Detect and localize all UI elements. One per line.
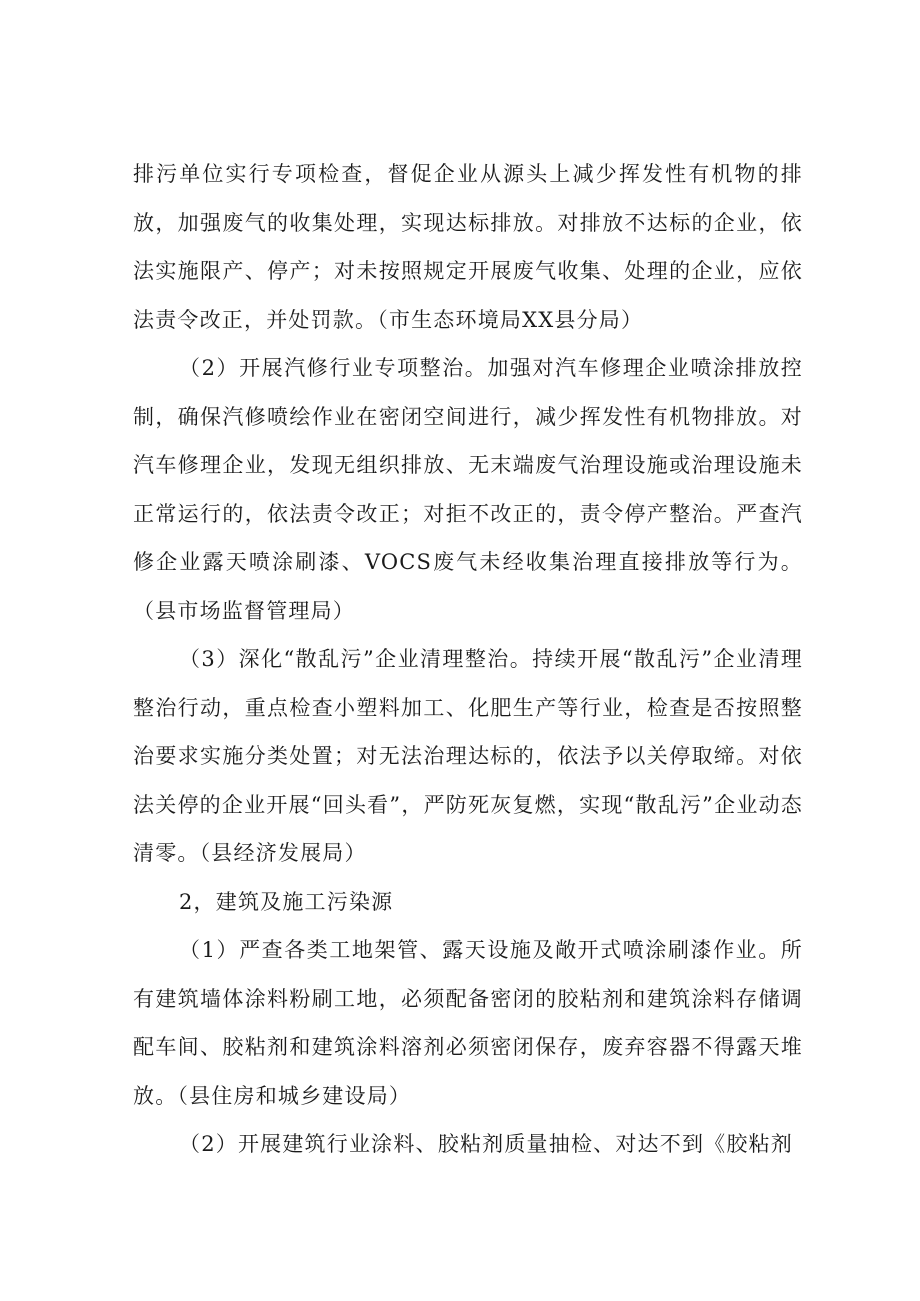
document-body	[133, 150, 803, 1169]
paragraph-item-construction-sites: （1）严查各类工地架管、露天设施及敞开式喷涂刷漆作业。所有建筑墙体涂料粉刷工地，必须配备密闭的胶粘剂和建筑涂料存储调配车间、胶粘剂和建筑涂料溶剂必须密闭保存，废弃容器不得露天堆放。（县住房和城乡建设局）	[133, 938, 803, 1108]
paragraph-item-auto-repair: （2）开展汽修行业专项整治。加强对汽车修理企业喷涂排放控制，确保汽修喷绘作业在密闭空间进行，减少挥发性有机物排放。对汽车修理企业，发现无组织排放、无末端废气治理设施或治理设施未正常运行的，依法责令改正；对拒不改正的，责令停产整治。严查汽修企业露天喷涂刷漆、VOCS废气未经收集治理直接排放等行为。（县市场监督管理局）	[133, 356, 803, 623]
section-heading-construction: 2，建筑及施工污染源	[179, 889, 394, 914]
paragraph-continuation: 排污单位实行专项检查，督促企业从源头上减少挥发性有机物的排放，加强废气的收集处理，实现达标排放。对排放不达标的企业，依法实施限产、停产；对未按照规定开展废气收集、处理的企业，应依法责令改正，并处罚款。（市生态环境局XX县分局）	[133, 162, 803, 332]
paragraph-item-scattered-polluting-enterprises: （3）深化“散乱污”企业清理整治。持续开展“散乱污”企业清理整治行动，重点检查小塑料加工、化肥生产等行业，检查是否按照整治要求实施分类处置；对无法治理达标的，依法予以关停取缔。对依法关停的企业开展“回头看”，严防死灰复燃，实现“散乱污”企业动态清零。（县经济发展局）	[133, 647, 803, 865]
paragraph-item-coating-inspection: （2）开展建筑行业涂料、胶粘剂质量抽检、对达不到《胶粘剂	[179, 1132, 793, 1156]
